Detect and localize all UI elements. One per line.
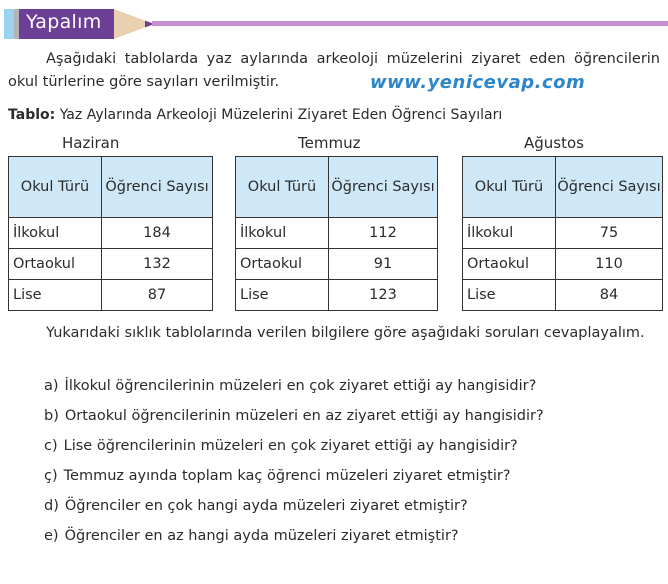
cell-okul-turu: Ortaokul [9,249,102,280]
table-row [9,218,213,249]
cell-ogrenci-sayisi: 91 [329,249,438,280]
instruction-paragraph [8,322,660,345]
cell-ogrenci-sayisi: 87 [102,280,213,311]
question-letter: d) [44,498,59,514]
month-title-temmuz: Temmuz [298,134,361,152]
section-title: Yapalım [26,11,102,33]
caption-label: Tablo: [8,107,56,123]
table-header-row [463,157,663,218]
cell-ogrenci-sayisi: 132 [102,249,213,280]
question-letter: ç) [44,468,58,484]
watermark: www.yenicevap.com [370,72,586,93]
question-letter: c) [44,438,58,454]
pencil-eraser [4,9,14,39]
cell-ogrenci-sayisi: 84 [556,280,663,311]
cell-okul-turu: İlkokul [463,218,556,249]
header-okul-turu: Okul Türü [9,157,102,218]
table-row [463,249,663,280]
cell-okul-turu: İlkokul [236,218,329,249]
pencil-ferrule [14,9,19,39]
table-header-row [236,157,438,218]
question-list [44,374,550,554]
instruction-text: Yukarıdaki sıklık tablolarında verilen bilgilere göre aşağıdaki soruları cevaplayalım. [46,325,645,341]
question-text: Ortaokul öğrencilerinin müzeleri en az ziyaret ettiği ay hangisidir? [64,408,544,424]
frequency-table-haziran [8,156,213,311]
table-row [463,218,663,249]
question-text: Öğrenciler en az hangi ayda müzeleri ziyaret etmiştir? [64,528,459,544]
header-okul-turu: Okul Türü [236,157,329,218]
question-item [44,434,550,464]
cell-ogrenci-sayisi: 112 [329,218,438,249]
table-header-row [9,157,213,218]
cell-okul-turu: Lise [9,280,102,311]
header-ogrenci-sayisi: Öğrenci Sayısı [102,157,213,218]
header-ogrenci-sayisi: Öğrenci Sayısı [329,157,438,218]
month-title-haziran: Haziran [62,134,120,152]
question-item [44,524,550,554]
header-ogrenci-sayisi: Öğrenci Sayısı [556,157,663,218]
cell-okul-turu: Lise [236,280,329,311]
question-item [44,404,550,434]
question-text: Lise öğrencilerinin müzeleri en çok ziyaret ettiği ay hangisidir? [63,438,518,454]
cell-ogrenci-sayisi: 184 [102,218,213,249]
cell-okul-turu: Lise [463,280,556,311]
question-item [44,464,550,494]
cell-okul-turu: İlkokul [9,218,102,249]
table-row [236,249,438,280]
pencil-stripe [152,21,668,26]
question-letter: e) [44,528,59,544]
table-row [9,249,213,280]
table-row [236,218,438,249]
header-okul-turu: Okul Türü [463,157,556,218]
question-item [44,374,550,404]
table-row [236,280,438,311]
intro-text: Aşağıdaki tablolarda yaz aylarında arkeoloji müzelerini ziyaret eden öğrencilerin okul türlerine göre sayıları verilmiştir. [8,51,660,90]
frequency-table-agustos [462,156,663,311]
table-caption [8,107,502,123]
question-letter: a) [44,378,59,394]
table-row [9,280,213,311]
cell-ogrenci-sayisi: 110 [556,249,663,280]
cell-okul-turu: Ortaokul [463,249,556,280]
question-text: İlkokul öğrencilerinin müzeleri en çok ziyaret ettiği ay hangisidir? [64,378,537,394]
cell-ogrenci-sayisi: 123 [329,280,438,311]
cell-okul-turu: Ortaokul [236,249,329,280]
caption-title: Yaz Aylarında Arkeoloji Müzelerini Ziyaret Eden Öğrenci Sayıları [59,107,503,123]
frequency-table-temmuz [235,156,438,311]
month-title-agustos: Ağustos [524,134,584,152]
cell-ogrenci-sayisi: 75 [556,218,663,249]
question-text: Temmuz ayında toplam kaç öğrenci müzeleri ziyaret etmiştir? [63,468,511,484]
table-row [463,280,663,311]
question-text: Öğrenciler en çok hangi ayda müzeleri ziyaret etmiştir? [64,498,468,514]
question-letter: b) [44,408,59,424]
question-item [44,494,550,524]
pencil-header-graphic [4,6,668,42]
